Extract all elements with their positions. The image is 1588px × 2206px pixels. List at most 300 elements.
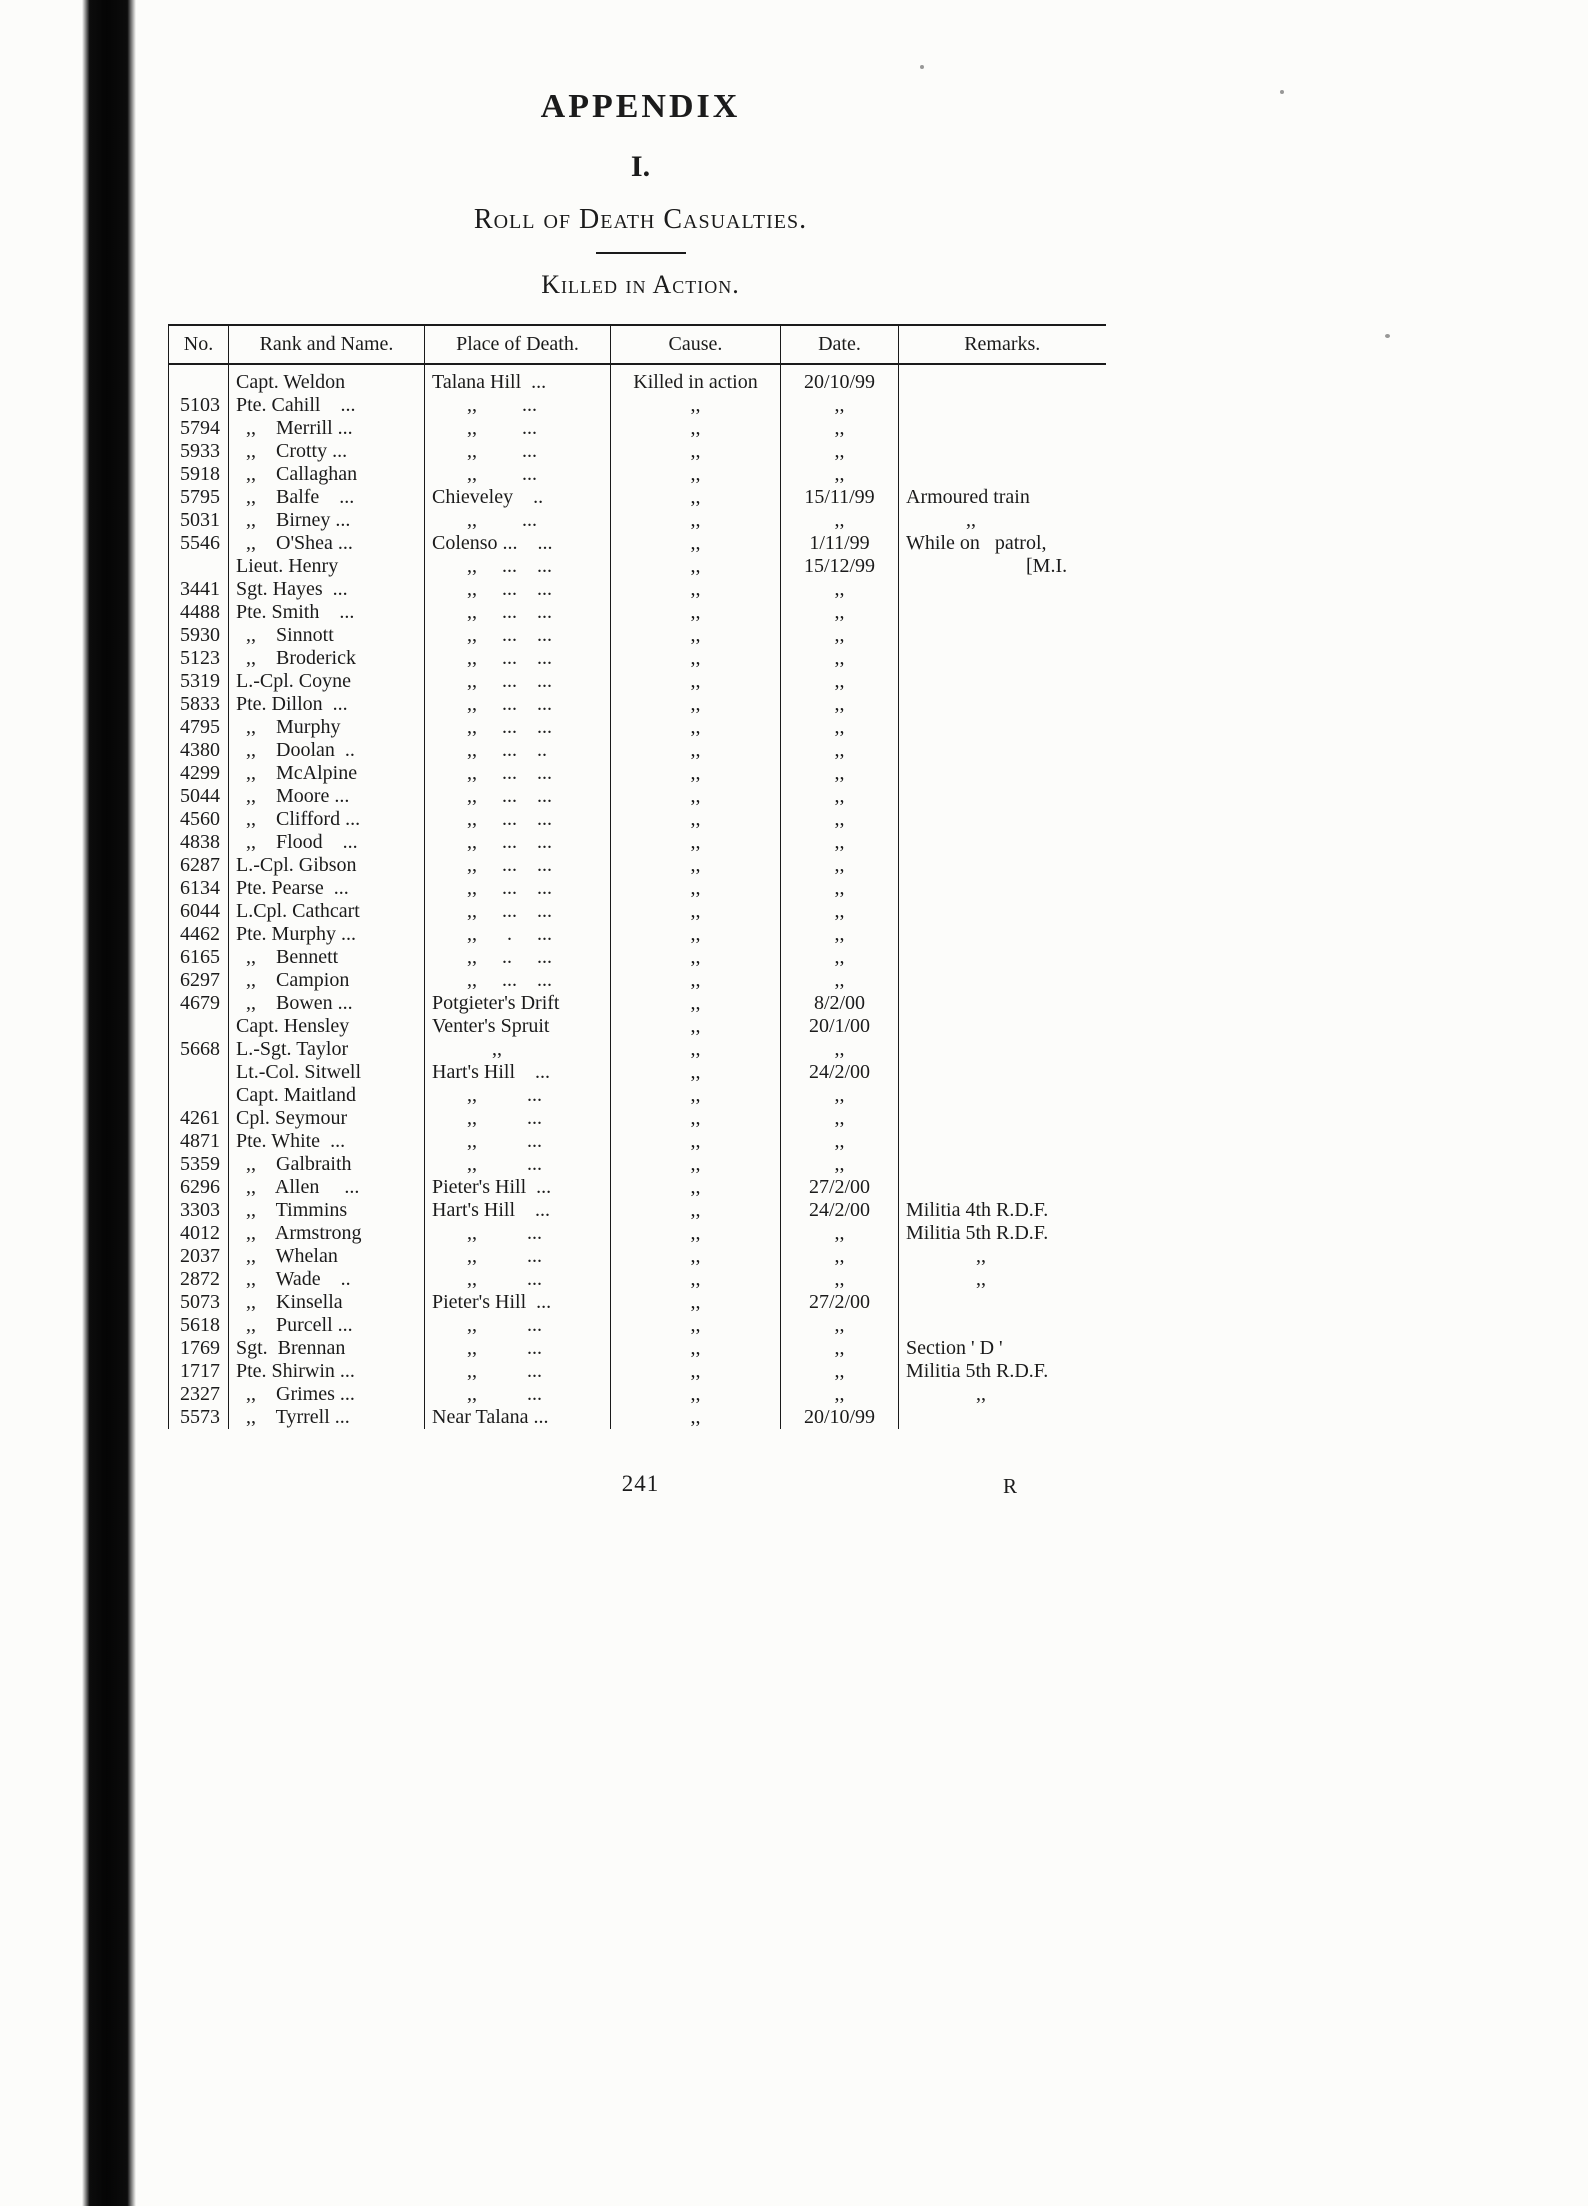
table-cell: ,, ... ...	[425, 969, 611, 992]
table-cell	[899, 854, 1106, 877]
table-cell	[899, 1038, 1106, 1061]
table-cell	[899, 1291, 1106, 1314]
table-cell: ,,	[781, 739, 899, 762]
table-cell: ,, ...	[425, 1130, 611, 1153]
table-cell: ,, ...	[425, 1084, 611, 1107]
table-cell: ,, ... ...	[425, 900, 611, 923]
table-cell: ,, ... ...	[425, 762, 611, 785]
table-cell: While on patrol,	[899, 532, 1106, 555]
table-cell: 6297	[169, 969, 229, 992]
column-header: Remarks.	[899, 325, 1106, 364]
table-cell	[899, 693, 1106, 716]
table-cell: Pte. White ...	[229, 1130, 425, 1153]
table-cell: 1717	[169, 1360, 229, 1383]
table-row	[169, 992, 1106, 1015]
page-number: 241	[621, 1471, 660, 1496]
table-cell: ,,	[611, 693, 781, 716]
table-cell	[899, 417, 1106, 440]
table-cell: ,,	[611, 739, 781, 762]
table-cell: 4380	[169, 739, 229, 762]
table-row	[169, 1084, 1106, 1107]
table-cell: Militia 5th R.D.F.	[899, 1360, 1106, 1383]
table-cell: 15/12/99	[781, 555, 899, 578]
table-cell: ,,	[425, 1038, 611, 1061]
table-cell: ,,	[781, 1268, 899, 1291]
scan-speck	[920, 65, 924, 69]
table-cell: ,,	[781, 831, 899, 854]
table-cell: 4488	[169, 601, 229, 624]
table-cell: Sgt. Hayes ...	[229, 578, 425, 601]
table-cell	[899, 1015, 1106, 1038]
table-cell: ,, Wade ..	[229, 1268, 425, 1291]
table-cell: Militia 5th R.D.F.	[899, 1222, 1106, 1245]
table-cell: 4012	[169, 1222, 229, 1245]
table-cell: ,, Timmins	[229, 1199, 425, 1222]
table-cell: L.-Cpl. Gibson	[229, 854, 425, 877]
table-cell: ,,	[611, 624, 781, 647]
table-cell: ,,	[781, 785, 899, 808]
table-cell: Militia 4th R.D.F.	[899, 1199, 1106, 1222]
table-cell: ,,	[611, 601, 781, 624]
column-header: Cause.	[611, 325, 781, 364]
table-cell: ,, ... ...	[425, 854, 611, 877]
scan-speck	[1385, 334, 1390, 338]
table-cell: ,, ...	[425, 1314, 611, 1337]
table-cell: ,,	[611, 1199, 781, 1222]
table-cell: ,,	[611, 1153, 781, 1176]
table-cell	[899, 624, 1106, 647]
table-row	[169, 877, 1106, 900]
table-cell: 4795	[169, 716, 229, 739]
table-cell: ,, ...	[425, 1245, 611, 1268]
table-cell: ,, O'Shea ...	[229, 532, 425, 555]
table-cell: Pte. Cahill ...	[229, 394, 425, 417]
table-row	[169, 693, 1106, 716]
table-cell: L.Cpl. Cathcart	[229, 900, 425, 923]
table-cell	[899, 463, 1106, 486]
table-cell: 3303	[169, 1199, 229, 1222]
table-cell: ,,	[781, 1314, 899, 1337]
table-cell: ,, ... ...	[425, 601, 611, 624]
table-cell: ,, ...	[425, 1337, 611, 1360]
table-cell: ,, ... ...	[425, 670, 611, 693]
table-cell: Pte. Dillon ...	[229, 693, 425, 716]
table-cell: ,, ...	[425, 1222, 611, 1245]
table-cell: ,,	[899, 1245, 1106, 1268]
table-cell	[899, 1153, 1106, 1176]
title-block	[168, 88, 1113, 300]
table-cell: Capt. Maitland	[229, 1084, 425, 1107]
table-cell: 2037	[169, 1245, 229, 1268]
appendix-title: APPENDIX	[540, 88, 741, 125]
table-cell: 5668	[169, 1038, 229, 1061]
table-row	[169, 831, 1106, 854]
table-cell: 4838	[169, 831, 229, 854]
table-cell: ,, ...	[425, 1153, 611, 1176]
table-row	[169, 1268, 1106, 1291]
table-cell: ,, Whelan	[229, 1245, 425, 1268]
table-cell: 6296	[169, 1176, 229, 1199]
table-cell: ,,	[611, 808, 781, 831]
table-cell: ,, Campion	[229, 969, 425, 992]
table-cell	[169, 1015, 229, 1038]
table-cell: ,, ... ...	[425, 624, 611, 647]
table-cell: ,,	[781, 1383, 899, 1406]
scan-binding-edge	[82, 0, 136, 2206]
table-cell: ,,	[611, 1038, 781, 1061]
table-cell: ,,	[781, 1038, 899, 1061]
table-cell: 20/1/00	[781, 1015, 899, 1038]
table-cell	[899, 1061, 1106, 1084]
table-cell: Capt. Hensley	[229, 1015, 425, 1038]
table-row	[169, 364, 1106, 394]
signature-mark: R	[1002, 1474, 1017, 1498]
table-cell: 6287	[169, 854, 229, 877]
table-cell: ,,	[611, 1084, 781, 1107]
table-cell: ,,	[781, 1153, 899, 1176]
table-cell: Armoured train	[899, 486, 1106, 509]
table-cell: Colenso ... ...	[425, 532, 611, 555]
table-cell: 4261	[169, 1107, 229, 1130]
table-cell: Pte. Murphy ...	[229, 923, 425, 946]
table-header	[169, 325, 1106, 364]
table-cell: ,, ...	[425, 1268, 611, 1291]
table-cell: ,, ...	[425, 1360, 611, 1383]
table-cell	[169, 364, 229, 394]
table-cell: Pieter's Hill ...	[425, 1176, 611, 1199]
table-row	[169, 923, 1106, 946]
table-cell: 5930	[169, 624, 229, 647]
table-cell: ,, Flood ...	[229, 831, 425, 854]
table-cell: ,,	[611, 716, 781, 739]
table-cell: ,, ...	[425, 463, 611, 486]
table-cell: Hart's Hill ...	[425, 1061, 611, 1084]
table-cell: ,, ...	[425, 440, 611, 463]
table-cell: ,, ... ..	[425, 739, 611, 762]
table-cell	[899, 670, 1106, 693]
table-row	[169, 578, 1106, 601]
table-cell: ,, Sinnott	[229, 624, 425, 647]
table-cell: 5573	[169, 1406, 229, 1429]
table-cell: 1769	[169, 1337, 229, 1360]
table-cell: ,,	[781, 1130, 899, 1153]
table-cell: ,, . ...	[425, 923, 611, 946]
table-cell	[899, 992, 1106, 1015]
table-cell: 24/2/00	[781, 1199, 899, 1222]
table-cell: Capt. Weldon	[229, 364, 425, 394]
table-cell	[899, 808, 1106, 831]
table-cell	[899, 762, 1106, 785]
table-cell: ,, Armstrong	[229, 1222, 425, 1245]
table-cell: 5123	[169, 647, 229, 670]
table-cell: ,, Clifford ...	[229, 808, 425, 831]
table-cell: 4299	[169, 762, 229, 785]
table-cell: ,,	[611, 486, 781, 509]
table-cell: ,,	[611, 578, 781, 601]
table-cell: ,,	[611, 854, 781, 877]
table-cell: 6134	[169, 877, 229, 900]
table-row	[169, 1107, 1106, 1130]
table-cell: ,, .. ...	[425, 946, 611, 969]
table-cell: ,,	[611, 900, 781, 923]
table-cell: ,,	[781, 923, 899, 946]
table-cell	[899, 716, 1106, 739]
table-cell: ,,	[611, 969, 781, 992]
table-cell: L.-Sgt. Taylor	[229, 1038, 425, 1061]
table-cell: 5044	[169, 785, 229, 808]
table-cell: 4679	[169, 992, 229, 1015]
table-cell: 5031	[169, 509, 229, 532]
table-cell: Lieut. Henry	[229, 555, 425, 578]
table-cell: Near Talana ...	[425, 1406, 611, 1429]
table-cell: ,,	[611, 785, 781, 808]
table-cell: 6044	[169, 900, 229, 923]
table-cell: 8/2/00	[781, 992, 899, 1015]
table-cell: ,,	[781, 808, 899, 831]
table-cell: ,,	[781, 647, 899, 670]
table-cell: ,, Purcell ...	[229, 1314, 425, 1337]
table-cell: Pte. Shirwin ...	[229, 1360, 425, 1383]
table-row	[169, 1038, 1106, 1061]
table-cell	[899, 785, 1106, 808]
table-row	[169, 394, 1106, 417]
table-row	[169, 1245, 1106, 1268]
scan-speck	[1280, 90, 1284, 94]
table-cell: ,,	[611, 762, 781, 785]
table-cell: 4560	[169, 808, 229, 831]
table-cell: Talana Hill ...	[425, 364, 611, 394]
table-cell: ,,	[611, 1245, 781, 1268]
table-cell: 4462	[169, 923, 229, 946]
table-cell: 3441	[169, 578, 229, 601]
table-cell: ,,	[611, 1015, 781, 1038]
table-body	[169, 364, 1106, 1429]
table-cell: ,, ... ...	[425, 716, 611, 739]
table-cell: ,,	[781, 1245, 899, 1268]
column-header: No.	[169, 325, 229, 364]
table-cell: 6165	[169, 946, 229, 969]
table-cell	[899, 1107, 1106, 1130]
table-row	[169, 1199, 1106, 1222]
casualty-table	[168, 324, 1106, 1429]
table-cell: ,,	[781, 877, 899, 900]
table-row	[169, 417, 1106, 440]
page-content	[168, 88, 1113, 1501]
table-row	[169, 1337, 1106, 1360]
table-cell: 20/10/99	[781, 1406, 899, 1429]
table-cell: ,,	[611, 877, 781, 900]
table-cell: ,,	[781, 693, 899, 716]
table-cell: ,,	[781, 601, 899, 624]
table-cell: 27/2/00	[781, 1176, 899, 1199]
table-cell: 1/11/99	[781, 532, 899, 555]
table-cell: ,, Allen ...	[229, 1176, 425, 1199]
table-cell	[899, 969, 1106, 992]
subsection-title: Killed in Action.	[541, 270, 740, 299]
table-cell: 4871	[169, 1130, 229, 1153]
table-row	[169, 785, 1106, 808]
table-row	[169, 647, 1106, 670]
table-cell: ,,	[611, 1222, 781, 1245]
table-cell: ,, ... ...	[425, 555, 611, 578]
table-cell: ,, ...	[425, 417, 611, 440]
table-cell: ,,	[611, 1406, 781, 1429]
table-row	[169, 555, 1106, 578]
table-cell: 5795	[169, 486, 229, 509]
column-header: Date.	[781, 325, 899, 364]
table-cell: ,,	[611, 1383, 781, 1406]
table-cell: ,, Bowen ...	[229, 992, 425, 1015]
table-cell: 2872	[169, 1268, 229, 1291]
table-cell: ,,	[781, 946, 899, 969]
table-cell: ,,	[611, 647, 781, 670]
table-cell: ,, Tyrrell ...	[229, 1406, 425, 1429]
table-cell: ,, ... ...	[425, 831, 611, 854]
table-cell: ,,	[611, 532, 781, 555]
table-row	[169, 1061, 1106, 1084]
table-row	[169, 509, 1106, 532]
table-row	[169, 486, 1106, 509]
table-cell: ,, ...	[425, 1383, 611, 1406]
table-cell: ,,	[611, 923, 781, 946]
table-cell: 5359	[169, 1153, 229, 1176]
table-cell: Cpl. Seymour	[229, 1107, 425, 1130]
table-cell: ,, Balfe ...	[229, 486, 425, 509]
table-cell: ,,	[611, 1268, 781, 1291]
table-cell	[899, 364, 1106, 394]
table-cell: Sgt. Brennan	[229, 1337, 425, 1360]
table-cell: ,,	[611, 417, 781, 440]
table-row	[169, 624, 1106, 647]
title-rule	[596, 252, 686, 254]
table-cell: ,,	[611, 1314, 781, 1337]
table-cell	[899, 831, 1106, 854]
table-row	[169, 1130, 1106, 1153]
table-cell: 5794	[169, 417, 229, 440]
table-cell: ,, ... ...	[425, 693, 611, 716]
table-row	[169, 670, 1106, 693]
table-cell	[899, 739, 1106, 762]
table-cell: ,, Broderick	[229, 647, 425, 670]
table-cell: Killed in action	[611, 364, 781, 394]
table-cell: ,, McAlpine	[229, 762, 425, 785]
table-cell: Potgieter's Drift	[425, 992, 611, 1015]
table-cell: ,,	[611, 670, 781, 693]
table-cell: Hart's Hill ...	[425, 1199, 611, 1222]
table-row	[169, 1314, 1106, 1337]
table-cell: ,, Galbraith	[229, 1153, 425, 1176]
table-cell: 24/2/00	[781, 1061, 899, 1084]
table-cell: L.-Cpl. Coyne	[229, 670, 425, 693]
table-cell: Chieveley ..	[425, 486, 611, 509]
table-cell: ,,	[611, 1360, 781, 1383]
table-cell	[899, 1406, 1106, 1429]
table-cell: Lt.-Col. Sitwell	[229, 1061, 425, 1084]
table-cell: ,, ... ...	[425, 808, 611, 831]
table-cell: ,, Birney ...	[229, 509, 425, 532]
table-cell: ,,	[899, 509, 1106, 532]
table-cell	[899, 1176, 1106, 1199]
table-cell: ,,	[611, 509, 781, 532]
table-row	[169, 1406, 1106, 1429]
table-cell: ,,	[781, 1337, 899, 1360]
table-cell: 5618	[169, 1314, 229, 1337]
table-row	[169, 716, 1106, 739]
table-cell: ,,	[611, 1061, 781, 1084]
table-cell	[899, 1130, 1106, 1153]
table-cell	[899, 877, 1106, 900]
table-cell: ,, Murphy	[229, 716, 425, 739]
table-cell	[899, 1314, 1106, 1337]
table-cell: ,,	[781, 716, 899, 739]
table-cell: ,, ...	[425, 1107, 611, 1130]
table-cell	[899, 946, 1106, 969]
table-row	[169, 1291, 1106, 1314]
table-cell: ,,	[781, 509, 899, 532]
table-cell	[169, 1061, 229, 1084]
table-cell: Pte. Pearse ...	[229, 877, 425, 900]
table-cell: ,, ... ...	[425, 785, 611, 808]
table-cell: ,,	[899, 1383, 1106, 1406]
table-cell: ,,	[611, 463, 781, 486]
table-cell: Pte. Smith ...	[229, 601, 425, 624]
table-cell: ,, Kinsella	[229, 1291, 425, 1314]
table-cell: ,,	[781, 1222, 899, 1245]
table-cell: 20/10/99	[781, 364, 899, 394]
table-cell	[899, 394, 1106, 417]
table-cell: ,, Merrill ...	[229, 417, 425, 440]
table-cell: ,,	[781, 417, 899, 440]
table-row	[169, 969, 1106, 992]
table-cell: ,, Crotty ...	[229, 440, 425, 463]
table-cell: ,,	[611, 1130, 781, 1153]
table-cell: ,,	[611, 440, 781, 463]
table-cell: ,,	[781, 1107, 899, 1130]
page-footer	[168, 1471, 1113, 1501]
table-cell: ,,	[781, 854, 899, 877]
table-cell: ,, Moore ...	[229, 785, 425, 808]
table-row	[169, 1176, 1106, 1199]
table-row	[169, 762, 1106, 785]
table-cell: ,,	[611, 1291, 781, 1314]
table-row	[169, 1153, 1106, 1176]
table-row	[169, 601, 1106, 624]
table-cell: 5933	[169, 440, 229, 463]
table-cell: ,,	[781, 1360, 899, 1383]
table-cell	[899, 578, 1106, 601]
table-cell: 5073	[169, 1291, 229, 1314]
table-cell: ,, ...	[425, 394, 611, 417]
table-cell: ,,	[611, 1176, 781, 1199]
table-row	[169, 1222, 1106, 1245]
table-row	[169, 900, 1106, 923]
table-cell: ,, Grimes ...	[229, 1383, 425, 1406]
table-cell: ,, ... ...	[425, 877, 611, 900]
table-row	[169, 463, 1106, 486]
table-cell: ,,	[611, 946, 781, 969]
table-cell: ,, ...	[425, 509, 611, 532]
table-cell	[899, 601, 1106, 624]
table-cell: ,, ... ...	[425, 578, 611, 601]
table-cell: ,,	[611, 555, 781, 578]
table-cell: 5918	[169, 463, 229, 486]
table-cell: ,,	[781, 440, 899, 463]
table-cell: ,,	[899, 1268, 1106, 1291]
table-row	[169, 739, 1106, 762]
table-cell: ,, Bennett	[229, 946, 425, 969]
table-cell: ,,	[781, 1084, 899, 1107]
table-cell	[899, 923, 1106, 946]
